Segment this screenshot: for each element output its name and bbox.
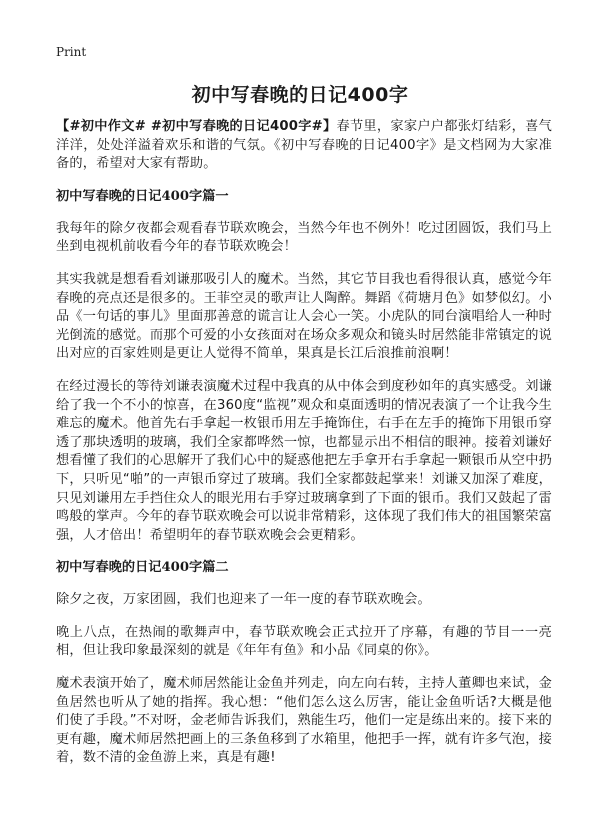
section-paragraph: 我每年的除夕夜都会观看春节联欢晚会，当然今年也不例外！吃过团圆饭，我们马上坐到电视机前收看今年的春节联欢晚会！ bbox=[56, 220, 552, 255]
section-paragraph: 除夕之夜，万家团圆，我们也迎来了一年一度的春节联欢晚会。 bbox=[56, 592, 431, 608]
section-paragraph: 晚上八点，在热闹的歌舞声中，春节联欢晚会正式拉开了序幕，有趣的节目一一亮相，但让我印象最深刻的就是《年年有鱼》和小品《同桌的你》。 bbox=[56, 624, 552, 659]
article-body bbox=[56, 118, 552, 782]
intro-paragraph bbox=[56, 118, 552, 174]
section-paragraph: 在经过漫长的等待刘谦表演魔术过程中我真的从中体会到度秒如年的真实感受。刘谦给了我一个不小的惊喜，在360度“监视”观众和桌面透明的情况表演了一个让我今生难忘的魔术。他首先右手拿起一枚银币用左手掩饰住，右手在左手的掩饰下用银币穿透了那块透明的玻璃，我们全家都哗然一惊，也都显示出不相信的眼神。接着刘谦好想看懂了我们的心思解开了我们心中的疑惑他把左手拿开右手拿起一颗银币从空中扔下，只听见“啪”的一声银币穿过了玻璃。我们全家都鼓起掌来！刘谦又加深了难度，只见刘谦用左手挡住众人的眼光用右手穿过玻璃拿到了下面的银币。我们又鼓起了雷鸣般的掌声。今年的春节联欢晚会可以说非常精彩，这体现了我们伟大的祖国繁荣富强，人才倍出！希望明年的春节联欢晚会会更精彩。 bbox=[56, 378, 553, 543]
section-heading: 初中写春晚的日记400字篇一 bbox=[56, 188, 229, 204]
section-heading: 初中写春晚的日记400字篇二 bbox=[56, 560, 229, 576]
intro-text: 春节里，家家户户都张灯结彩，喜气洋洋，处处洋溢着欢乐和谐的气氛。《初中写春晚的日记400字》是文档网为大家准备的，希望对大家有帮助。 bbox=[56, 119, 552, 172]
section-paragraph: 魔术表演开始了，魔术师居然能让金鱼并列走，向左向右转，主持人董卿也来试，金鱼居然也听从了她的指挥。我心想：“他们怎么这么厉害，能让金鱼听话?大概是他们使了手段。”不对呀，金老师告诉我们，熟能生巧，他们一定是练出来的。接下来的更有趣，魔术师居然把画上的三条鱼移到了水箱里，他把手一挥，就有许多气泡，接着，数不清的金鱼游上来，真是有趣! bbox=[56, 676, 552, 766]
section-1 bbox=[56, 188, 552, 546]
intro-tags: 【#初中作文# #初中写春晚的日记400字#】 bbox=[56, 119, 337, 134]
print-link[interactable]: Print bbox=[56, 45, 87, 59]
section-paragraph: 其实我就是想看看刘谦那吸引人的魔术。当然，其它节目我也看得很认真，感觉今年春晚的亮点还是很多的。王菲空灵的歌声让人陶醉。舞蹈《荷塘月色》如梦似幻。小品《一句话的事儿》里面那善意的谎言让人会心一笑。小虎队的同台演唱给人一种时光倒流的感觉。而那个可爱的小女孩面对在场众多观众和镜头时居然能非常镇定的说出对应的百家姓则是更让人觉得不简单，果真是长江后浪推前浪啊！ bbox=[56, 271, 552, 362]
section-2 bbox=[56, 559, 552, 768]
page-title: 初中写春晚的日记400字 bbox=[191, 84, 409, 106]
